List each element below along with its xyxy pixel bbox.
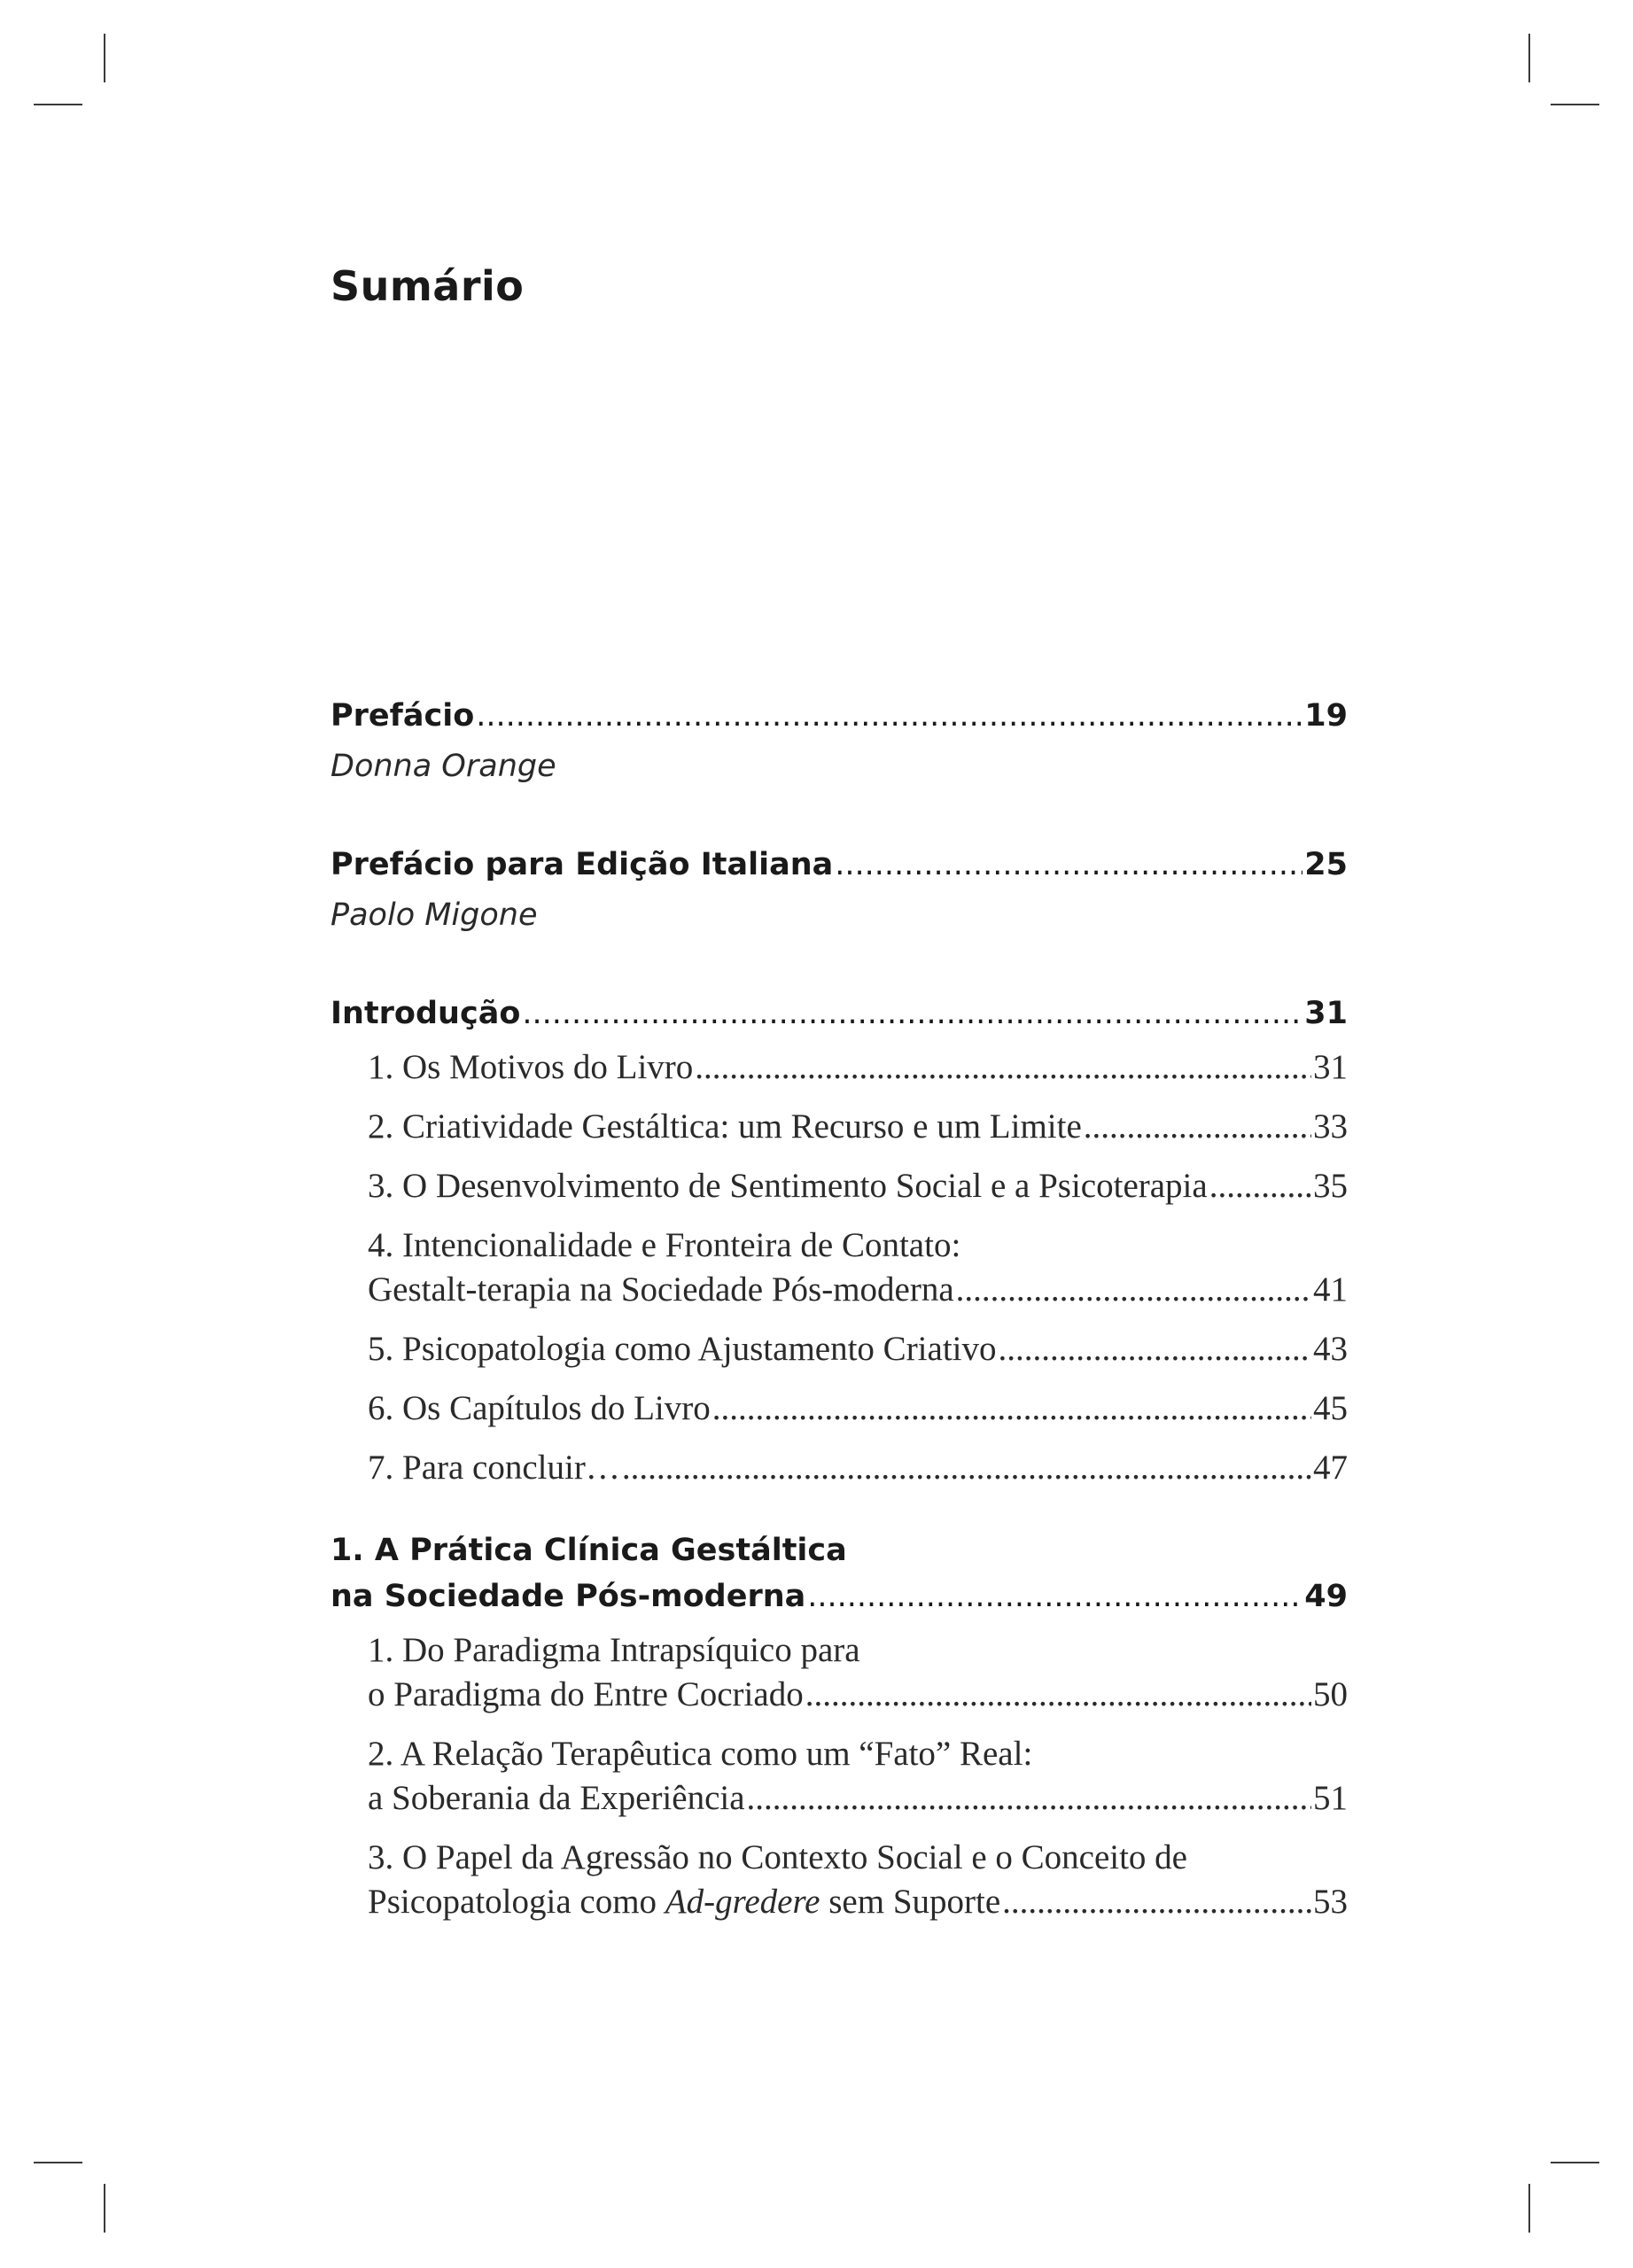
title-part: Psicopatologia como [368, 1883, 665, 1921]
toc-heading-line [330, 693, 1348, 739]
toc-heading-line [330, 842, 1348, 888]
crop-mark [34, 2162, 82, 2163]
page-number: 51 [1313, 1779, 1348, 1817]
toc-author: Donna Orange [330, 749, 556, 784]
dot-leader [712, 1386, 1311, 1431]
toc-heading-line [330, 990, 1348, 1037]
toc-entry-prefacio [330, 693, 1348, 790]
page-number: 49 [1304, 1579, 1348, 1614]
dot-leader [476, 693, 1303, 739]
crop-mark [104, 2184, 105, 2233]
table-of-contents [330, 693, 1348, 1924]
page-number: 35 [1313, 1167, 1348, 1205]
toc-subentry [330, 1732, 1348, 1821]
page-number: 25 [1304, 847, 1348, 882]
crop-mark [104, 34, 105, 82]
toc-author: Paolo Migone [330, 897, 538, 933]
crop-mark [1551, 2162, 1599, 2163]
dot-leader [1209, 1164, 1311, 1208]
crop-mark [34, 104, 82, 105]
toc-subentry-title-cont: o Paradigma do Entre Cocriado [368, 1675, 804, 1713]
page-number: 50 [1313, 1675, 1348, 1713]
page-number: 47 [1313, 1449, 1348, 1487]
toc-subentry-title-cont [368, 1880, 1000, 1924]
dot-leader [999, 1327, 1311, 1371]
dot-leader [622, 1446, 1311, 1490]
toc-entry-capitulo-1 [330, 1527, 1348, 1924]
title-part: sem Suporte [820, 1883, 1001, 1921]
toc-subentry [330, 1446, 1348, 1490]
toc-subentry-title: 5. Psicopatologia como Ajustamento Criativo [368, 1330, 997, 1368]
page-number: 43 [1313, 1330, 1348, 1368]
toc-subentry-title-cont: Gestalt-terapia na Sociedade Pós-moderna [368, 1270, 954, 1309]
toc-subentry-title: 7. Para concluir… [368, 1449, 620, 1487]
page-number: 45 [1313, 1389, 1348, 1427]
page-number: 53 [1313, 1883, 1348, 1921]
toc-heading-line [330, 1573, 1348, 1619]
toc-subentry [330, 1045, 1348, 1090]
toc-subentry-title: 4. Intencionalidade e Fronteira de Contato: [368, 1226, 961, 1264]
page-title: Sumário [330, 262, 525, 310]
toc-subentry [330, 1164, 1348, 1208]
dot-leader [695, 1045, 1311, 1090]
toc-heading: Introdução [330, 996, 521, 1031]
toc-subentry [330, 1327, 1348, 1371]
dot-leader [522, 990, 1303, 1037]
toc-subentry [330, 1836, 1348, 1924]
toc-subentry-title: 3. O Papel da Agressão no Contexto Social e o Conceito de [368, 1838, 1187, 1876]
toc-subentry [330, 1105, 1348, 1149]
dot-leader [805, 1673, 1311, 1717]
crop-mark [1528, 34, 1530, 82]
page-number: 41 [1313, 1270, 1348, 1309]
toc-subentry [330, 1223, 1348, 1312]
dot-leader [1084, 1105, 1311, 1149]
dot-leader [835, 842, 1303, 888]
dot-leader [1002, 1880, 1311, 1924]
dot-leader [747, 1776, 1311, 1821]
title-italic-term: Ad-gredere [665, 1883, 820, 1921]
dot-leader [807, 1573, 1303, 1619]
toc-subentry-title: 1. Do Paradigma Intrapsíquico para [368, 1631, 860, 1669]
toc-subentry-title: 2. Criatividade Gestáltica: um Recurso e um Limite [368, 1107, 1082, 1146]
toc-heading: Prefácio para Edição Italiana [330, 847, 834, 882]
toc-subentry-title-cont: a Soberania da Experiência [368, 1779, 745, 1817]
toc-subentry-title: 2. A Relação Terapêutica como um “Fato” Real: [368, 1735, 1033, 1773]
toc-subentry-title: 6. Os Capítulos do Livro [368, 1389, 711, 1427]
crop-mark [1551, 104, 1599, 105]
toc-heading-cont: na Sociedade Pós-moderna [330, 1579, 806, 1614]
toc-subentry-title: 1. Os Motivos do Livro [368, 1048, 694, 1086]
page-number: 33 [1313, 1107, 1348, 1146]
toc-entry-introducao [330, 990, 1348, 1490]
page-number: 19 [1304, 698, 1348, 734]
toc-heading: Prefácio [330, 698, 475, 734]
toc-entry-prefacio-italiana [330, 842, 1348, 939]
page-number: 31 [1313, 1048, 1348, 1086]
toc-subentry [330, 1386, 1348, 1431]
dot-leader [956, 1268, 1311, 1312]
crop-mark [1528, 2184, 1530, 2233]
toc-heading: 1. A Prática Clínica Gestáltica [330, 1533, 847, 1568]
toc-subentry-title: 3. O Desenvolvimento de Sentimento Social e a Psicoterapia [368, 1167, 1208, 1205]
toc-subentry [330, 1628, 1348, 1717]
page-number: 31 [1304, 996, 1348, 1031]
